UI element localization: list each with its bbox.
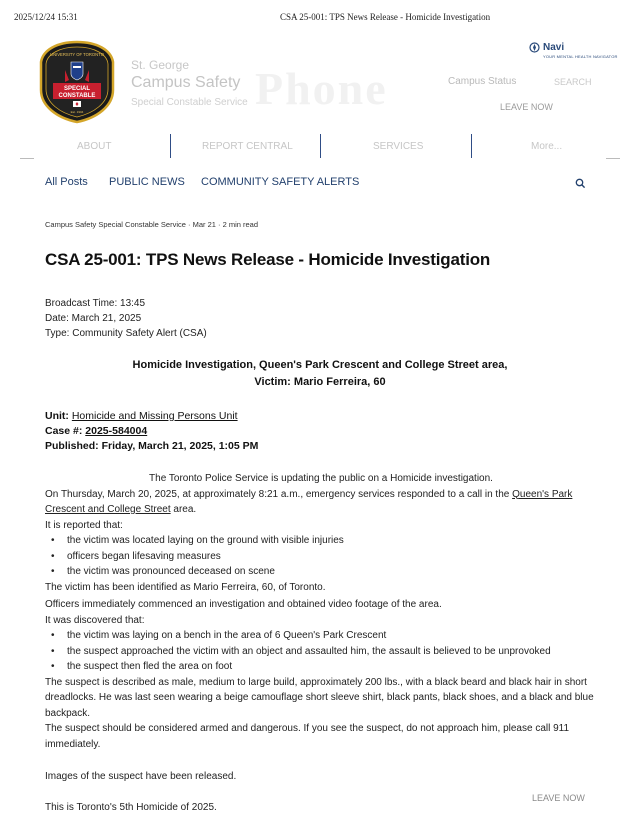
special-constable-badge-logo[interactable] — [39, 40, 115, 124]
discovered-intro: It was discovered that: — [45, 614, 145, 626]
menu-divider-right — [606, 158, 620, 159]
menu-separator — [471, 134, 472, 158]
print-doc-title: CSA 25-001: TPS News Release - Homicide Investigation — [280, 12, 491, 22]
menu-separator — [170, 134, 171, 158]
case-line — [45, 424, 258, 439]
main-menu — [0, 134, 640, 162]
release-subtitle — [0, 357, 640, 391]
broadcast-info — [45, 296, 207, 341]
logo-est: Est. 1904 — [70, 110, 84, 114]
list-item: • the victim was laying on a bench in the area of 6 Queen's Park Crescent — [45, 628, 597, 644]
menu-item-more[interactable]: More... — [531, 141, 563, 152]
list-item: • the victim was pronounced deceased on scene — [45, 564, 597, 580]
category-community-safety-alerts[interactable]: COMMUNITY SAFETY ALERTS — [201, 176, 360, 188]
reported-list — [45, 533, 597, 580]
print-timestamp: 2025/12/24 15:31 — [14, 12, 78, 22]
menu-item-about[interactable]: ABOUT — [77, 141, 112, 152]
post-meta: Campus Safety Special Constable Service · Mar 21 · 2 min read — [45, 220, 259, 229]
subtitle-line-1: Homicide Investigation, Queen's Park Crescent and College Street area, — [132, 359, 508, 371]
location-link[interactable]: Queen's Park Crescent and College Street — [45, 488, 573, 515]
logo-badge-line1: SPECIAL — [63, 86, 91, 92]
intro-paragraph: The Toronto Police Service is updating the public on a Homicide investigation. — [149, 473, 493, 484]
unit-line — [45, 409, 258, 424]
published-line: Published: Friday, March 21, 2025, 1:05 PM — [45, 440, 259, 452]
navi-link[interactable] — [529, 42, 618, 59]
menu-separator — [320, 134, 321, 158]
list-item: • the victim was located laying on the ground with visible injuries — [45, 533, 597, 549]
menu-item-report-central[interactable]: REPORT CENTRAL — [202, 141, 293, 152]
site-subtitle: St. George — [131, 58, 190, 72]
reported-intro: It is reported that: — [45, 519, 123, 531]
subtitle-line-2: Victim: Mario Ferreira, 60 — [254, 376, 386, 388]
navi-tagline: YOUR MENTAL HEALTH NAVIGATOR — [543, 54, 618, 59]
header-search-button[interactable]: SEARCH — [554, 77, 592, 87]
incident-text-before: On Thursday, March 20, 2025, at approximately 8:21 a.m., emergency services responded to a call in the — [45, 488, 513, 500]
post-title: CSA 25-001: TPS News Release - Homicide Investigation — [45, 250, 491, 269]
leave-now-floating-button[interactable]: LEAVE NOW — [532, 793, 585, 803]
homicide-count: This is Toronto's 5th Homicide of 2025. — [45, 801, 217, 813]
case-value: 2025-584004 — [85, 425, 148, 437]
menu-item-services[interactable]: SERVICES — [373, 141, 424, 152]
site-title[interactable]: Campus Safety — [131, 74, 241, 91]
case-label: Case #: — [45, 425, 83, 437]
unit-label: Unit: — [45, 410, 69, 422]
unit-value: Homicide and Missing Persons Unit — [71, 410, 238, 422]
navi-label: Navi — [543, 42, 565, 53]
alert-type: Type: Community Safety Alert (CSA) — [45, 328, 207, 339]
campus-status-link[interactable]: Campus Status — [448, 76, 517, 87]
logo-text-top: UNIVERSITY OF TORONTO — [50, 52, 104, 57]
leave-now-button[interactable]: LEAVE NOW — [500, 102, 553, 112]
images-released: Images of the suspect have been released. — [45, 771, 237, 782]
navi-compass-icon — [529, 42, 540, 53]
post-body — [45, 471, 597, 815]
list-item: • the suspect then fled the area on foot — [45, 659, 597, 675]
category-all-posts[interactable]: All Posts — [45, 176, 88, 188]
print-header — [14, 12, 626, 26]
suspect-warning: The suspect should be considered armed and dangerous. If you see the suspect, do not approach him, please call 911 immediately. — [45, 723, 570, 750]
investigation-commenced: Officers immediately commenced an investigation and obtained video footage of the area. — [45, 599, 442, 610]
header-watermark: Phone — [255, 63, 388, 114]
suspect-description: The suspect is described as male, medium to large build, approximately 200 lbs., with a black beard and black hair in short dreadlocks. He was last seen wearing a beige camouflage short sleeve shirt, black pants, black shoes, and a black and blue backpack. — [45, 676, 594, 719]
site-subtitle-service: Special Constable Service — [131, 97, 248, 108]
category-public-news[interactable]: PUBLIC NEWS — [109, 176, 185, 188]
list-item: • the suspect approached the victim with an object and assaulted him, the assault is believed to be unprovoked — [45, 644, 597, 660]
search-icon[interactable] — [575, 178, 586, 189]
discovered-list — [45, 628, 597, 675]
incident-paragraph — [45, 487, 597, 518]
list-item: • officers began lifesaving measures — [45, 549, 597, 565]
broadcast-time: Broadcast Time: 13:45 — [45, 298, 146, 309]
broadcast-date: Date: March 21, 2025 — [45, 313, 142, 324]
logo-badge-line2: CONSTABLE — [58, 93, 96, 99]
incident-text-after: area. — [170, 504, 197, 515]
case-block — [45, 409, 258, 454]
victim-identified: The victim has been identified as Mario Ferreira, 60, of Toronto. — [45, 581, 326, 593]
menu-divider-left — [20, 158, 34, 159]
